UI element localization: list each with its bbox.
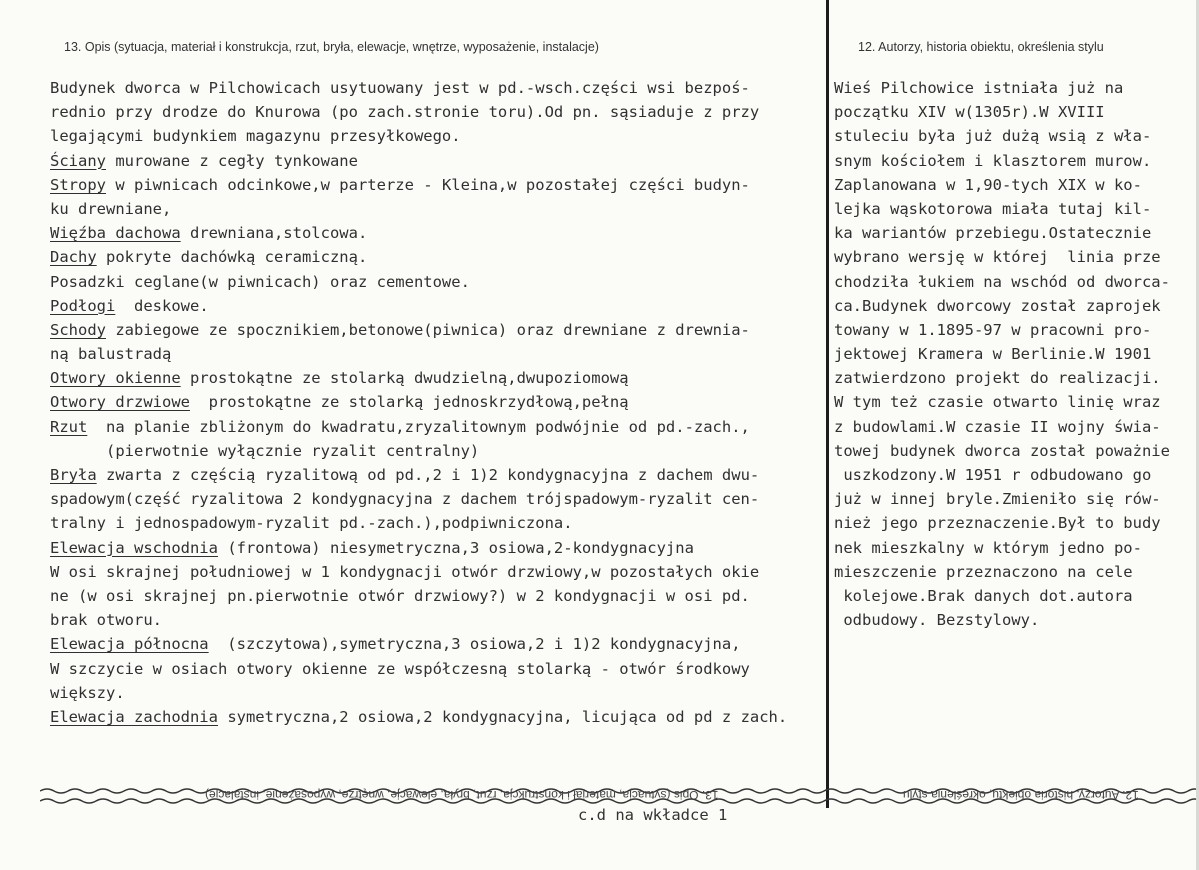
history-line: nek mieszkalny w którym jedno po- [834, 538, 1142, 557]
field-label: Podłogi [50, 296, 116, 315]
field-text: brak otworu. [50, 611, 162, 630]
column-divider [826, 0, 829, 808]
field-label: Bryła [50, 466, 97, 484]
history-line: towej budynek dworca został poważnie [834, 441, 1170, 460]
description-line [50, 463, 826, 487]
description-line [50, 100, 826, 124]
history-line: jektowej Kramera w Berlinie.W 1901 [834, 345, 1152, 364]
field-text: prostokątne ze stolarką dwudzielną,dwupoziomową [180, 369, 629, 388]
field-text: (pierwotnie wyłącznie ryzalit centralny) [50, 441, 480, 460]
history-line: już w innej bryle.Zmieniło się rów- [834, 490, 1161, 509]
field-text: ną balustradą [50, 345, 172, 364]
field-label: Elewacja wschodnia [50, 538, 218, 557]
field-text: większy. [50, 683, 125, 702]
field-text: zwarta z częścią ryzalitową od pd.,2 i 1)2 kondygnacyjna z dachem dwu- [96, 466, 760, 484]
field-text: drewniana,stolcowa. [180, 224, 368, 243]
description-line [50, 681, 826, 705]
field-text: ku drewniane, [50, 199, 172, 218]
field-text: pokryte dachówką ceramiczną. [96, 248, 368, 267]
history-line: towany w 1.1895-97 w pracowni pro- [834, 320, 1152, 339]
continuation-note: c.d na wkładce 1 [578, 806, 728, 824]
field-text: murowane z cegły tynkowane [106, 151, 358, 170]
history-line: początku XIV w(1305r).W XVIII [834, 103, 1105, 122]
description-line [50, 487, 826, 511]
description-line [50, 245, 826, 269]
field-text: W osi skrajnej południowej w 1 kondygnacji otwór drzwiowy,w pozostałych okie [50, 562, 760, 581]
description-line [50, 76, 826, 100]
description-line [50, 511, 826, 535]
description-line [50, 318, 826, 342]
history-line: lejka wąskotorowa miała tutaj kil- [834, 199, 1152, 218]
field-text: prostokątne ze stolarką jednoskrzydłową,pełną [189, 393, 629, 412]
description-line [50, 536, 826, 560]
field-text: W szczycie w osiach otwory okienne ze współczesną stolarką - otwór środkowy [50, 659, 750, 678]
field-label: Ściany [50, 151, 106, 170]
description-line [50, 124, 826, 148]
field-text: spadowym(część ryzalitowa 2 kondygnacyjna z dachem trójspadowym-ryzalit cen- [50, 490, 760, 509]
description-line [50, 390, 826, 414]
field-label: Rzut [50, 417, 88, 436]
field-text: (frontowa) niesymetryczna,3 osiowa,2-kondygnacyjna [217, 538, 694, 557]
history-line: ca.Budynek dworcowy został zaprojek [834, 296, 1161, 315]
field-text: Budynek dworca w Pilchowicach usytuowany jest w pd.-wsch.części wsi bezpoś- [50, 79, 750, 97]
description-line [50, 608, 826, 632]
history-line: nież jego przeznaczenie.Był to budy [834, 514, 1161, 533]
field-text: zabiegowe ze spocznikiem,betonowe(piwnica) oraz drewniane z drewnia- [106, 320, 750, 339]
field-text: na planie zbliżonym do kwadratu,zryzalitownym podwójnie od pd.-zach., [87, 417, 750, 436]
field-text: tralny i jednospadowym-ryzalit pd.-zach.),podpiwniczona. [50, 514, 573, 533]
history-line: chodziła łukiem na wschód od dworca- [834, 272, 1170, 291]
description-line [50, 366, 826, 390]
description-line [50, 560, 826, 584]
field-label: Otwory drzwiowe [50, 393, 190, 412]
field-label: Więźba dachowa [50, 224, 181, 243]
field-text: legającymi budynkiem magazynu przesyłkowego. [50, 127, 461, 146]
history-line: uszkodzony.W 1951 r odbudowano go [834, 466, 1152, 484]
mirrored-header-right: 12. Autorzy, historia obiektu, określenia stylu [903, 788, 1139, 802]
field-text: ne (w osi skrajnej pn.pierwotnie otwór drzwiowy?) w 2 kondygnacji w osi pd. [50, 586, 750, 605]
history-line: mieszczenie przeznaczono na cele [834, 562, 1133, 581]
description-column [50, 76, 826, 729]
history-line: W tym też czasie otwarto linię wraz [834, 393, 1161, 412]
description-line [50, 632, 826, 656]
description-line [50, 705, 826, 729]
history-line: stuleciu była już dużą wsią z wła- [834, 127, 1152, 146]
field-text: w piwnicach odcinkowe,w parterze - Kleina,w pozostałej części budyn- [106, 175, 750, 194]
history-column [834, 76, 1194, 632]
field-text: deskowe. [115, 296, 209, 315]
description-line [50, 221, 826, 245]
history-line: odbudowy. Bezstylowy. [834, 611, 1040, 630]
history-line: ka wariantów przebiegu.Ostatecznie [834, 224, 1152, 243]
description-line [50, 439, 826, 463]
field-label: Otwory okienne [50, 369, 181, 388]
description-line [50, 197, 826, 221]
field-label: Stropy [50, 175, 106, 194]
field-label: Elewacja północna [50, 635, 209, 654]
field-label: Schody [50, 320, 106, 339]
history-line: Wieś Pilchowice istniała już na [834, 79, 1124, 97]
history-line: snym kościołem i klasztorem murow. [834, 151, 1152, 170]
history-line: zatwierdzono projekt do realizacji. [834, 369, 1161, 388]
description-line [50, 149, 826, 173]
field-text: (szczytowa),symetryczna,3 osiowa,2 i 1)2 kondygnacyjna, [208, 635, 741, 654]
description-line [50, 294, 826, 318]
history-line: Zaplanowana w 1,90-tych XIX w ko- [834, 175, 1142, 194]
field-text: symetryczna,2 osiowa,2 kondygnacyjna, licująca od pd z zach. [217, 707, 788, 726]
field-text: rednio przy drodze do Knurowa (po zach.stronie toru).Od pn. sąsiaduje z przy [50, 103, 760, 122]
mirrored-header-left: 13. Opis (sytuacja, materiał i konstrukcja, rzut, bryła, elewacje, wnętrze, wyposażenie, instalacje) [205, 788, 719, 802]
description-line [50, 173, 826, 197]
description-line [50, 270, 826, 294]
history-line: z budowlami.W czasie II wojny świa- [834, 417, 1161, 436]
history-line: kolejowe.Brak danych dot.autora [834, 586, 1133, 605]
description-line [50, 415, 826, 439]
history-line: wybrano wersję w której linia prze [834, 248, 1161, 267]
description-line [50, 342, 826, 366]
field-label: Elewacja zachodnia [50, 707, 218, 726]
field-text: Posadzki ceglane(w piwnicach) oraz cementowe. [50, 272, 470, 291]
description-line [50, 584, 826, 608]
section-13-header: 13. Opis (sytuacja, materiał i konstrukcja, rzut, bryła, elewacje, wnętrze, wyposażenie, instalacje) [64, 40, 599, 54]
section-12-header: 12. Autorzy, historia obiektu, określenia stylu [858, 40, 1104, 54]
description-line [50, 657, 826, 681]
field-label: Dachy [50, 248, 97, 267]
